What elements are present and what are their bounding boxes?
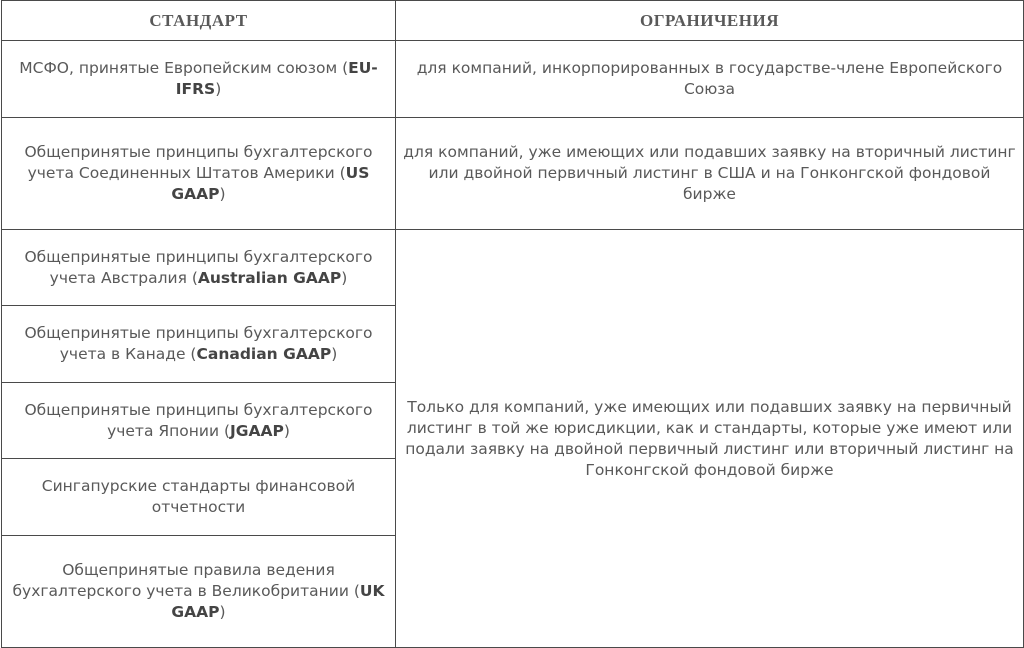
standard-cell: [2, 459, 396, 536]
standard-name: Общепринятые принципы бухгалтерского учета Австралия (: [24, 247, 373, 287]
standard-code: US GAAP: [171, 164, 370, 203]
standard-name: Общепринятые принципы бухгалтерского учета Японии (: [24, 400, 373, 440]
table-row: [2, 41, 1024, 118]
standard-name: МСФО, принятые Европейским союзом (: [19, 59, 349, 77]
header-standard: СТАНДАРТ: [2, 1, 396, 41]
standard-code: EU-IFRS: [175, 59, 378, 98]
standards-table: [1, 0, 1024, 648]
table-row: [2, 230, 1024, 306]
standard-name: Сингапурские стандарты финансовой отчетности: [41, 477, 356, 516]
standard-close: ): [341, 268, 348, 287]
standard-code: JGAAP: [230, 421, 284, 440]
standard-close: ): [331, 345, 338, 363]
standard-cell: [2, 536, 396, 648]
standard-cell: [2, 118, 396, 230]
header-row: [2, 1, 1024, 41]
standard-code: Australian GAAP: [197, 268, 342, 287]
standard-name: Общепринятые принципы бухгалтерского учета в Канаде (: [24, 324, 373, 363]
standard-cell: [2, 41, 396, 118]
standard-close: ): [219, 185, 226, 203]
standard-code: Canadian GAAP: [196, 345, 332, 363]
restriction-cell: для компаний, уже имеющих или подавших заявку на вторичный листинг или двойной первичный листинг в США и на Гонконгской фондовой бирже: [396, 118, 1024, 230]
standard-cell: [2, 306, 396, 383]
standard-cell: [2, 383, 396, 459]
standard-close: ): [283, 421, 290, 440]
standard-code: UK GAAP: [171, 582, 385, 621]
standard-name: Общепринятые правила ведения бухгалтерского учета в Великобритании (: [12, 561, 360, 600]
standard-close: ): [215, 80, 222, 98]
standard-close: ): [219, 603, 226, 621]
standard-cell: [2, 230, 396, 306]
standard-name: Общепринятые принципы бухгалтерского учета Соединенных Штатов Америки (: [24, 143, 373, 182]
restriction-cell: для компаний, инкорпорированных в государстве-члене Европейского Союза: [396, 41, 1024, 118]
header-restrictions: ОГРАНИЧЕНИЯ: [396, 1, 1024, 41]
table-row: [2, 118, 1024, 230]
shared-restriction-cell: Только для компаний, уже имеющих или подавших заявку на первичный листинг в той же юрисдикции, как и стандарты, которые уже имеют или подали заявку на двойной первичный листинг или вторичный листинг на Гонконгской фондовой бирже: [396, 230, 1024, 648]
